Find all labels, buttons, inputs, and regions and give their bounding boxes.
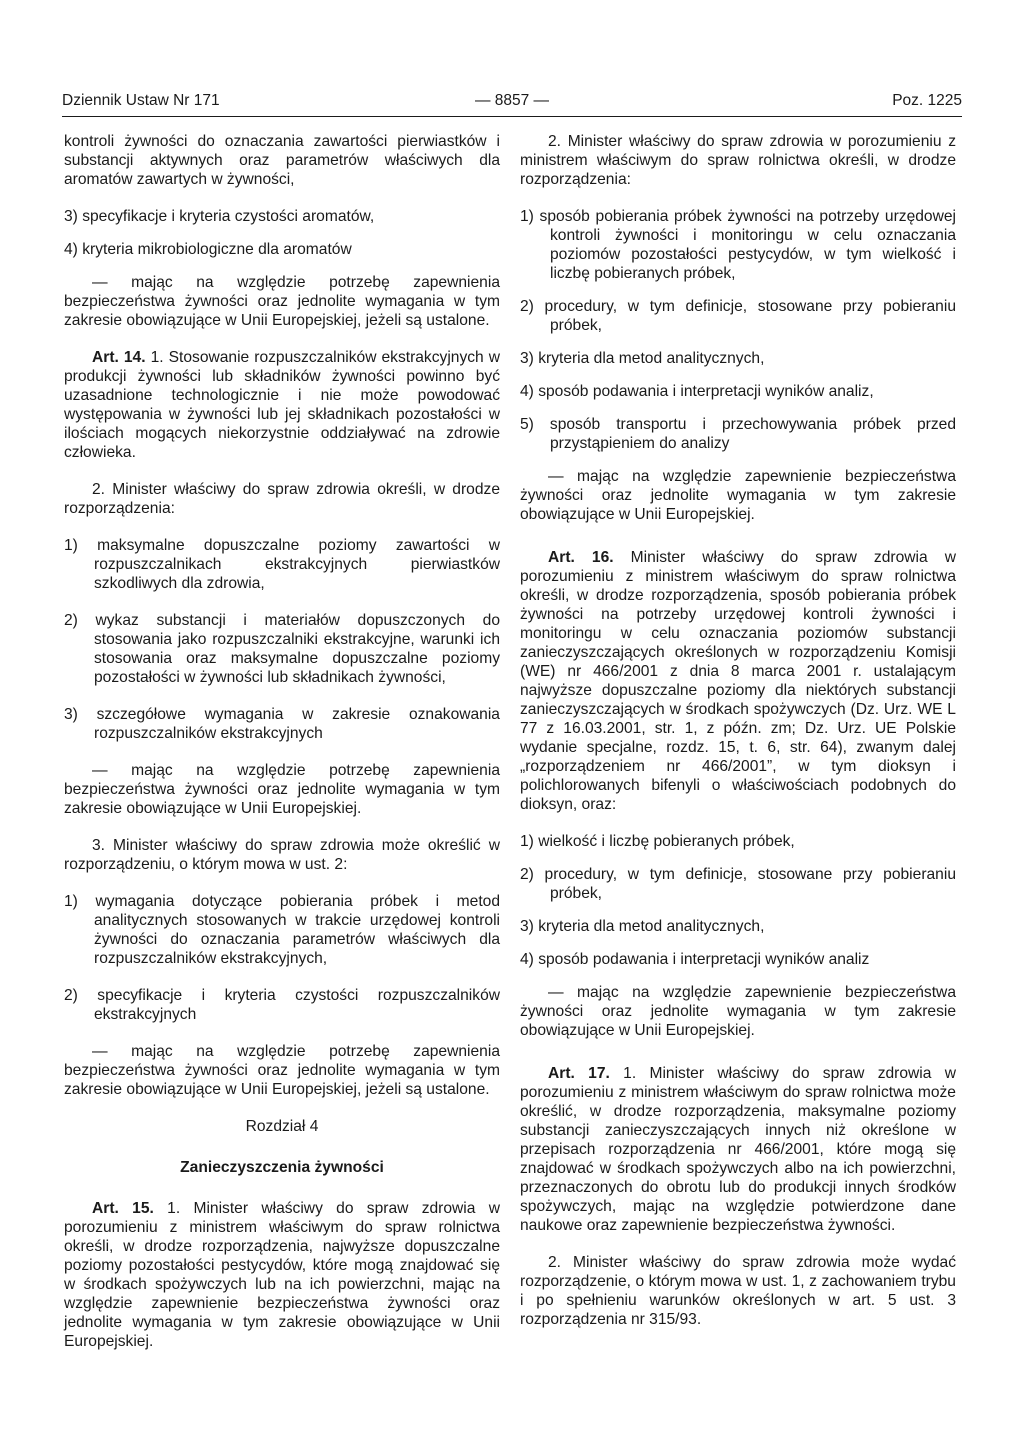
closing-clause: — mając na względzie zapewnienie bezpieczeństwa żywności oraz jednolite wymagania w tym zakresie obowiązujące w Unii Europejskiej. [520,468,956,523]
list-item: 1) wymagania dotyczące pobierania próbek i metod analitycznych stosowanych w trakcie urzędowej kontroli żywności do oznaczania parametrów właściwych dla rozpuszczalników ekstrakcyjnych, [64,893,500,967]
article-14-paragraph-3: 3. Minister właściwy do spraw zdrowia może określić w rozporządzeniu, o którym mowa w ust. 2: [64,837,500,873]
article-17-paragraph-2: 2. Minister właściwy do spraw zdrowia może wydać rozporządzenie, o którym mowa w ust. 1, z zachowaniem trybu i po spełnieniu warunków określonych w art. 5 ust. 3 rozporządzenia nr 315/93. [520,1254,956,1328]
chapter-heading: Rozdział 4 [245,1118,319,1135]
page-number: — 8857 — [474,92,550,109]
closing-clause: — mając na względzie potrzebę zapewnienia bezpieczeństwa żywności oraz jednolite wymagania w tym zakresie obowiązujące w Unii Europejskiej, jeżeli są ustalone. [64,1043,500,1098]
journal-title: Dziennik Ustaw Nr 171 [62,92,220,109]
closing-clause: — mając na względzie zapewnienie bezpieczeństwa żywności oraz jednolite wymagania w tym zakresie obowiązujące w Unii Europejskiej. [520,984,956,1039]
left-column [64,132,500,1369]
article-15-text: 1. Minister właściwy do spraw zdrowia w porozumieniu z ministrem właściwym do spraw rolnictwa określi, w drodze rozporządzenia, najwyższe dopuszczalne poziomy pozostałości pestycydów, które mogą znajdować się w środkach spożywczych lub na ich powierzchni, mając na względzie zapewnienie bezpieczeństwa żywności oraz jednolite wymagania w tym zakresie obowiązujące w Unii Europejskiej. [64,1200,500,1350]
article-16-label: Art. 16. [548,549,614,566]
article-14-text: 1. Stosowanie rozpuszczalników ekstrakcyjnych w produkcji żywności lub składników żywności powinno być uzasadnione technologicznie i nie może powodować występowania w żywności lub jej składnikach pozostałości w ilościach mogących niekorzystnie oddziaływać na zdrowie człowieka. [64,349,501,461]
article-17-paragraph-1 [520,1064,956,1235]
list-item: 4) sposób podawania i interpretacji wyników analiz, [520,383,874,400]
article-17-text: 1. Minister właściwy do spraw zdrowia w porozumieniu z ministrem właściwym do spraw rolnictwa może określić, w drodze rozporządzenia, maksymalne poziomy substancji zanieczyszczających innych niż określone w przepisach rozporządzenia nr 466/2001, które mogą się znajdować w środkach spożywczych albo na ich powierzchni, przeznaczonych do obrotu lub do produkcji innych środków spożywczych, mając na względzie potwierdzone dane naukowe oraz zapewnienie bezpieczeństwa żywności. [520,1065,956,1234]
page-header [62,92,962,118]
list-item: 2) wykaz substancji i materiałów dopuszczonych do stosowania jako rozpuszczalniki ekstrakcyjne, warunki ich stosowania oraz maksymalne dopuszczalne poziomy pozostałości w żywności lub składnikach żywności, [64,612,500,686]
chapter-title: Zanieczyszczenia żywności [180,1159,384,1176]
article-15-paragraph-2: 2. Minister właściwy do spraw zdrowia w porozumieniu z ministrem właściwym do spraw rolnictwa określi, w drodze rozporządzenia: [520,133,956,188]
list-item: 4) sposób podawania i interpretacji wyników analiz [520,951,870,968]
closing-clause: — mając na względzie potrzebę zapewnienia bezpieczeństwa żywności oraz jednolite wymagania w tym zakresie obowiązujące w Unii Europejskiej. [64,762,500,817]
position-number: Poz. 1225 [892,92,962,109]
list-item: 5) sposób transportu i przechowywania próbek przed przystąpieniem do analizy [520,416,956,452]
article-14-label: Art. 14. [92,349,146,366]
list-item: 3) kryteria dla metod analitycznych, [520,918,765,935]
list-item: 3) kryteria dla metod analitycznych, [520,350,765,367]
list-item: 1) sposób pobierania próbek żywności na potrzeby urzędowej kontroli żywności i monitoringu w celu oznaczania poziomów pozostałości pestycydów, w tym wielkość i liczbę pobieranych próbek, [520,208,956,282]
list-item: 3) szczegółowe wymagania w zakresie oznakowania rozpuszczalników ekstrakcyjnych [64,706,500,742]
article-16-text: Minister właściwy do spraw zdrowia w porozumieniu z ministrem właściwym do spraw rolnictwa określi, w drodze rozporządzenia, sposób pobierania próbek żywności na potrzeby urzędowej kontroli żywności i monitoringu w celu oznaczania poziomów substancji zanieczyszczających określonych w rozporządzeniu Komisji (WE) nr 466/2001 z dnia 8 marca 2001 r. ustalającym najwyższe dopuszczalne poziomy dla niektórych substancji zanieczyszczających w środkach spożywczych (Dz. Urz. WE L 77 z 16.03.2001, str. 1, z późn. zm; Dz. Urz. UE Polskie wydanie specjalne, rozdz. 15, t. 6, str. 64), zwanym dalej „rozporządzeniem nr 466/2001”, w tym dioksyn i polichlorowanych bifenyli o właściwościach podobnych do dioksyn, oraz: [520,549,956,813]
closing-clause: — mając na względzie potrzebę zapewnienia bezpieczeństwa żywności oraz jednolite wymagania w tym zakresie obowiązujące w Unii Europejskiej, jeżeli są ustalone. [64,274,500,329]
article-14-paragraph-2: 2. Minister właściwy do spraw zdrowia określi, w drodze rozporządzenia: [64,481,500,517]
article-15-paragraph-1 [64,1199,500,1351]
article-16-paragraph [520,548,956,814]
list-item: 2) procedury, w tym definicje, stosowane przy pobieraniu próbek, [520,866,956,902]
continued-paragraph: kontroli żywności do oznaczania zawartości pierwiastków i substancji aktywnych oraz parametrów właściwych dla aromatów zawartych w żywności, [64,133,500,188]
article-17-label: Art. 17. [548,1065,610,1082]
list-item: 1) maksymalne dopuszczalne poziomy zawartości w rozpuszczalnikach ekstrakcyjnych pierwiastków szkodliwych dla zdrowia, [64,537,500,592]
header-rule [62,116,962,117]
right-column [520,132,956,1347]
list-item: 4) kryteria mikrobiologiczne dla aromatów [64,241,352,258]
list-item: 2) specyfikacje i kryteria czystości rozpuszczalników ekstrakcyjnych [64,987,500,1023]
article-14-paragraph-1 [64,348,500,462]
list-item: 2) procedury, w tym definicje, stosowane przy pobieraniu próbek, [520,298,956,334]
list-item: 1) wielkość i liczbę pobieranych próbek, [520,833,795,850]
list-item: 3) specyfikacje i kryteria czystości aromatów, [64,208,375,225]
article-15-label: Art. 15. [92,1200,154,1217]
